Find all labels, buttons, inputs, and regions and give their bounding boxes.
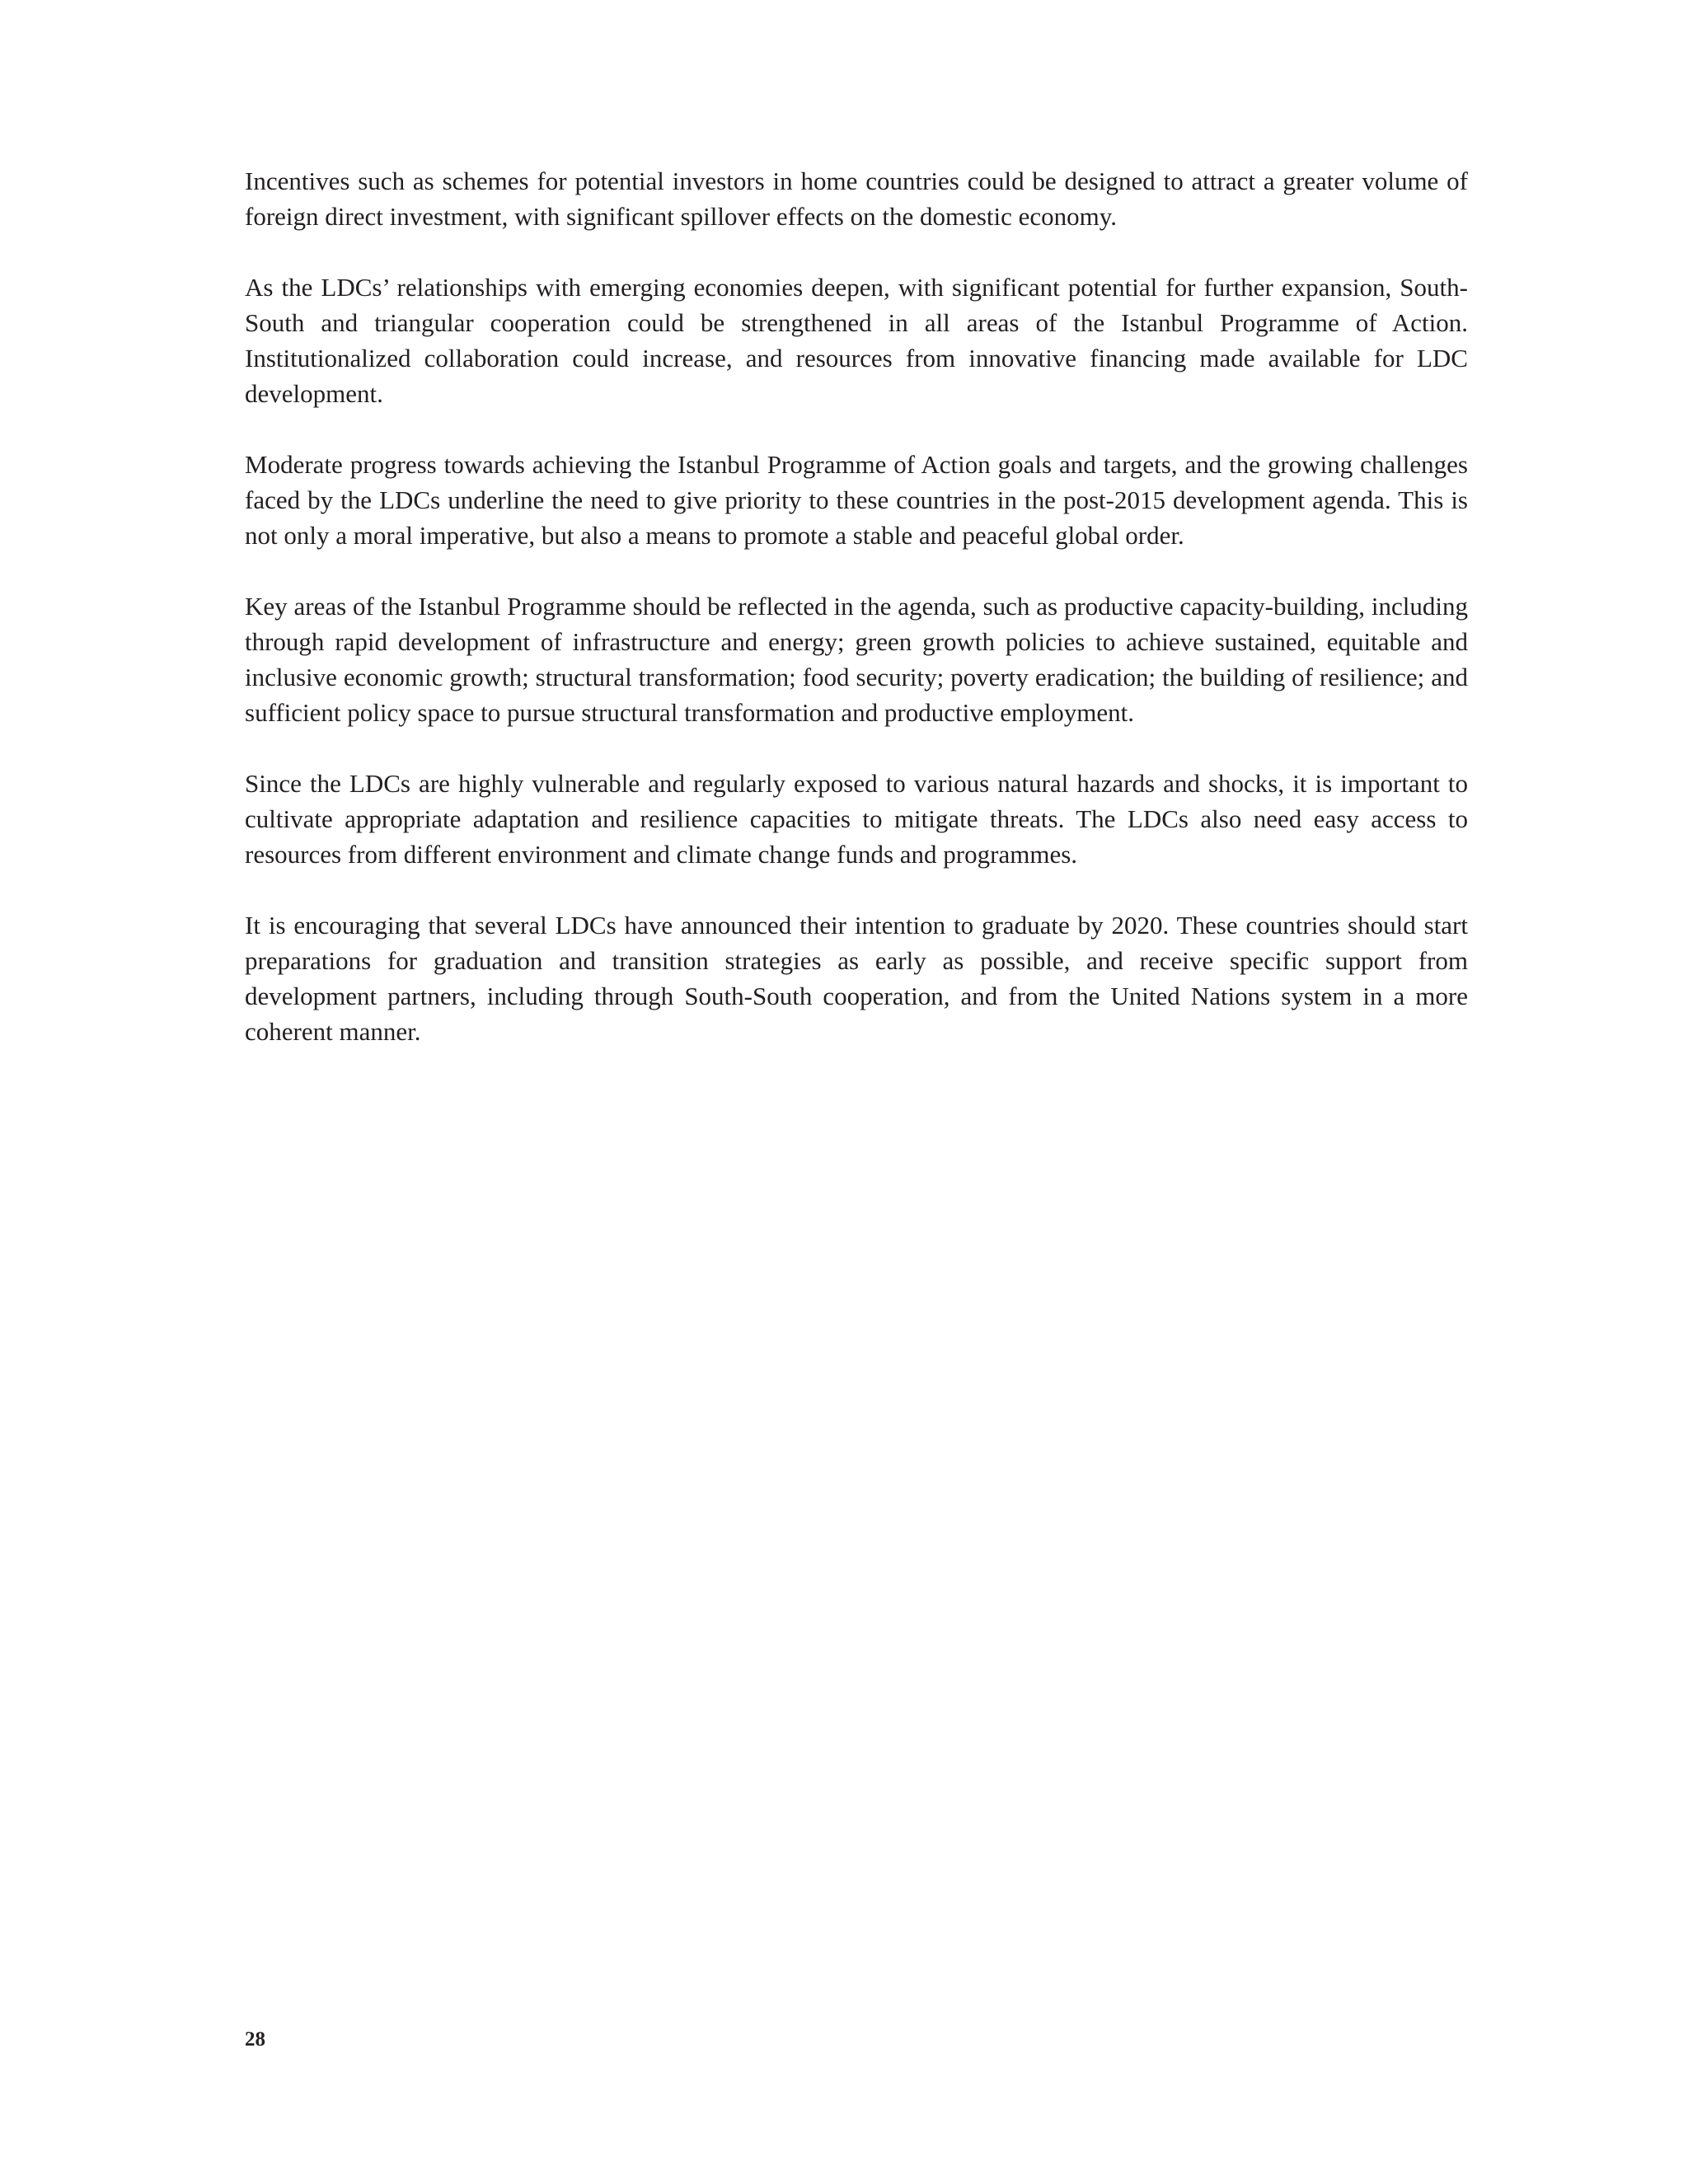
paragraph-key-areas: Key areas of the Istanbul Programme should be reflected in the agenda, such as productive capacity-building, including through rapid development of infrastructure and energy; green growth policies to achieve sustained, equitable and inclusive economic growth; structural transformation; food security; poverty eradication; the building of resilience; and sufficient policy space to pursue structural transformation and productive employment.: [245, 592, 1468, 727]
paragraph-moderate-progress: Moderate progress towards achieving the Istanbul Programme of Action goals and targets, and the growing challenges faced by the LDCs underline the need to give priority to these countries in the post-2015 development agenda. This is not only a moral imperative, but also a means to promote a stable and peaceful global order.: [245, 450, 1468, 550]
body-text: [245, 163, 1468, 1085]
paragraph-incentives: Incentives such as schemes for potential investors in home countries could be designed to attract a greater volume of foreign direct investment, with significant spillover effects on the domestic economy.: [245, 166, 1468, 231]
paragraph-south-south: As the LDCs’ relationships with emerging economies deepen, with significant potential for further expansion, South-South and triangular cooperation could be strengthened in all areas of the Istanbul Programme of Action. Institutionalized collaboration could increase, and resources from innovative financing made available for LDC development.: [245, 273, 1468, 408]
paragraph-vulnerability: Since the LDCs are highly vulnerable and regularly exposed to various natural hazards and shocks, it is important to cultivate appropriate adaptation and resilience capacities to mitigate threats. The LDCs also need easy access to resources from different environment and climate change funds and programmes.: [245, 769, 1468, 869]
page-number: 28: [245, 2028, 265, 2050]
paragraph-graduation: It is encouraging that several LDCs have announced their intention to graduate by 2020. These countries should start preparations for graduation and transition strategies as early as possible, and receive specific support from development partners, including through South-South cooperation, and from the United Nations system in a more coherent manner.: [245, 911, 1468, 1046]
